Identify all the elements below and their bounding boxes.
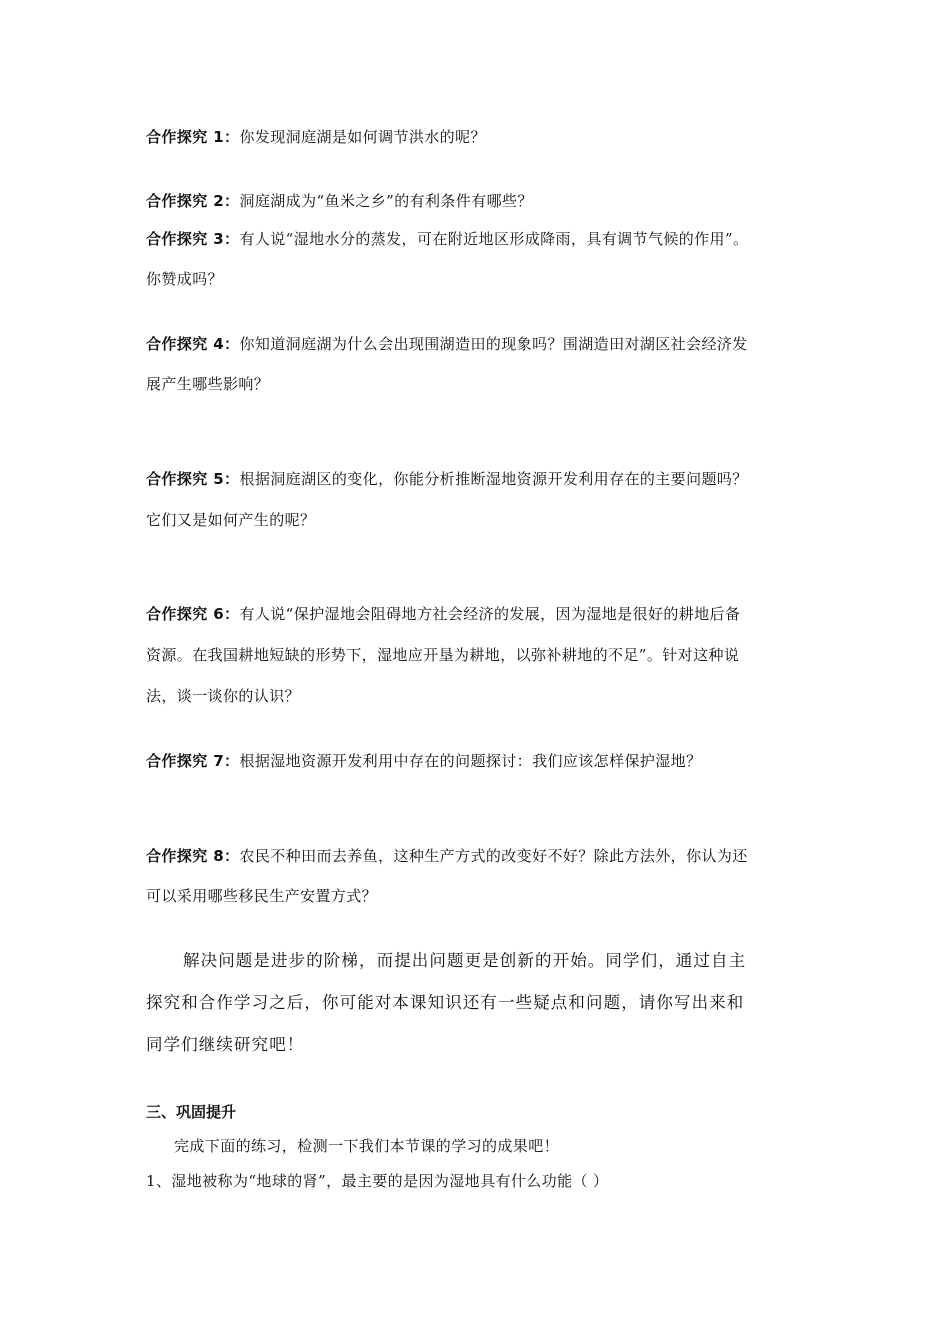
exploration-label: 合作探究 6： bbox=[146, 605, 240, 623]
exploration-8 bbox=[146, 846, 748, 866]
exploration-label: 合作探究 4： bbox=[146, 335, 240, 353]
section-intro: 完成下面的练习，检测一下我们本节课的学习的成果吧！ bbox=[174, 1137, 560, 1155]
exploration-text: 根据湿地资源开发利用中存在的问题探讨：我们应该怎样保护湿地？ bbox=[239, 752, 702, 770]
exploration-text: 法，谈一谈你的认识？ bbox=[146, 687, 301, 705]
exploration-8-continued bbox=[146, 886, 377, 906]
exploration-5 bbox=[146, 469, 748, 489]
exploration-1 bbox=[146, 127, 486, 147]
exploration-4-continued bbox=[146, 374, 269, 394]
section-heading: 三、巩固提升 bbox=[146, 1103, 237, 1121]
exploration-text: 资源。在我国耕地短缺的形势下，湿地应开垦为耕地，以弥补耕地的不足”。针对这种说 bbox=[146, 646, 740, 664]
exploration-label: 合作探究 5： bbox=[146, 470, 240, 488]
exploration-text: 农民不种田而去养鱼，这种生产方式的改变好不好？除此方法外，你认为还 bbox=[239, 847, 748, 865]
closing-paragraph-line-2: 探究和合作学习之后，你可能对本课知识还有一些疑点和问题，请你写出来和 bbox=[146, 993, 745, 1012]
exploration-6-continued bbox=[146, 686, 300, 706]
closing-paragraph-line-1: 解决问题是进步的阶梯，而提出问题更是创新的开始。同学们，通过自主 bbox=[183, 951, 747, 970]
exploration-text: 根据洞庭湖区的变化，你能分析推断湿地资源开发利用存在的主要问题吗？ bbox=[239, 470, 748, 488]
exploration-label: 合作探究 3： bbox=[146, 230, 240, 248]
exploration-text: 你知道洞庭湖为什么会出现围湖造田的现象吗？围湖造田对湖区社会经济发 bbox=[239, 335, 748, 353]
exploration-text: 你发现洞庭湖是如何调节洪水的呢？ bbox=[239, 128, 486, 146]
exploration-text: 洞庭湖成为“鱼米之乡”的有利条件有哪些？ bbox=[239, 192, 533, 210]
closing-paragraph-line-3: 同学们继续研究吧！ bbox=[146, 1035, 305, 1054]
exploration-text: 有人说“保护湿地会阻碍地方社会经济的发展，因为湿地是很好的耕地后备 bbox=[239, 605, 741, 623]
exploration-4 bbox=[146, 334, 748, 354]
exploration-5-continued bbox=[146, 510, 315, 530]
exploration-label: 合作探究 1： bbox=[146, 128, 240, 146]
exploration-text: 你赞成吗？ bbox=[146, 270, 224, 288]
exploration-label: 合作探究 2： bbox=[146, 192, 240, 210]
exploration-7 bbox=[146, 751, 701, 771]
exploration-2 bbox=[146, 191, 533, 211]
exploration-3 bbox=[146, 229, 748, 249]
exploration-6 bbox=[146, 604, 740, 624]
exploration-label: 合作探究 8： bbox=[146, 847, 240, 865]
exploration-text: 有人说“湿地水分的蒸发，可在附近地区形成降雨，具有调节气候的作用”。 bbox=[239, 230, 749, 248]
exploration-text: 可以采用哪些移民生产安置方式？ bbox=[146, 887, 378, 905]
exploration-text: 它们又是如何产生的呢？ bbox=[146, 511, 316, 529]
exploration-3-continued bbox=[146, 269, 223, 289]
question-1: 1、湿地被称为“地球的肾”，最主要的是因为湿地具有什么功能（ ） bbox=[146, 1172, 609, 1190]
exploration-text: 展产生哪些影响？ bbox=[146, 375, 270, 393]
exploration-6-continued bbox=[146, 645, 739, 665]
exploration-label: 合作探究 7： bbox=[146, 752, 240, 770]
